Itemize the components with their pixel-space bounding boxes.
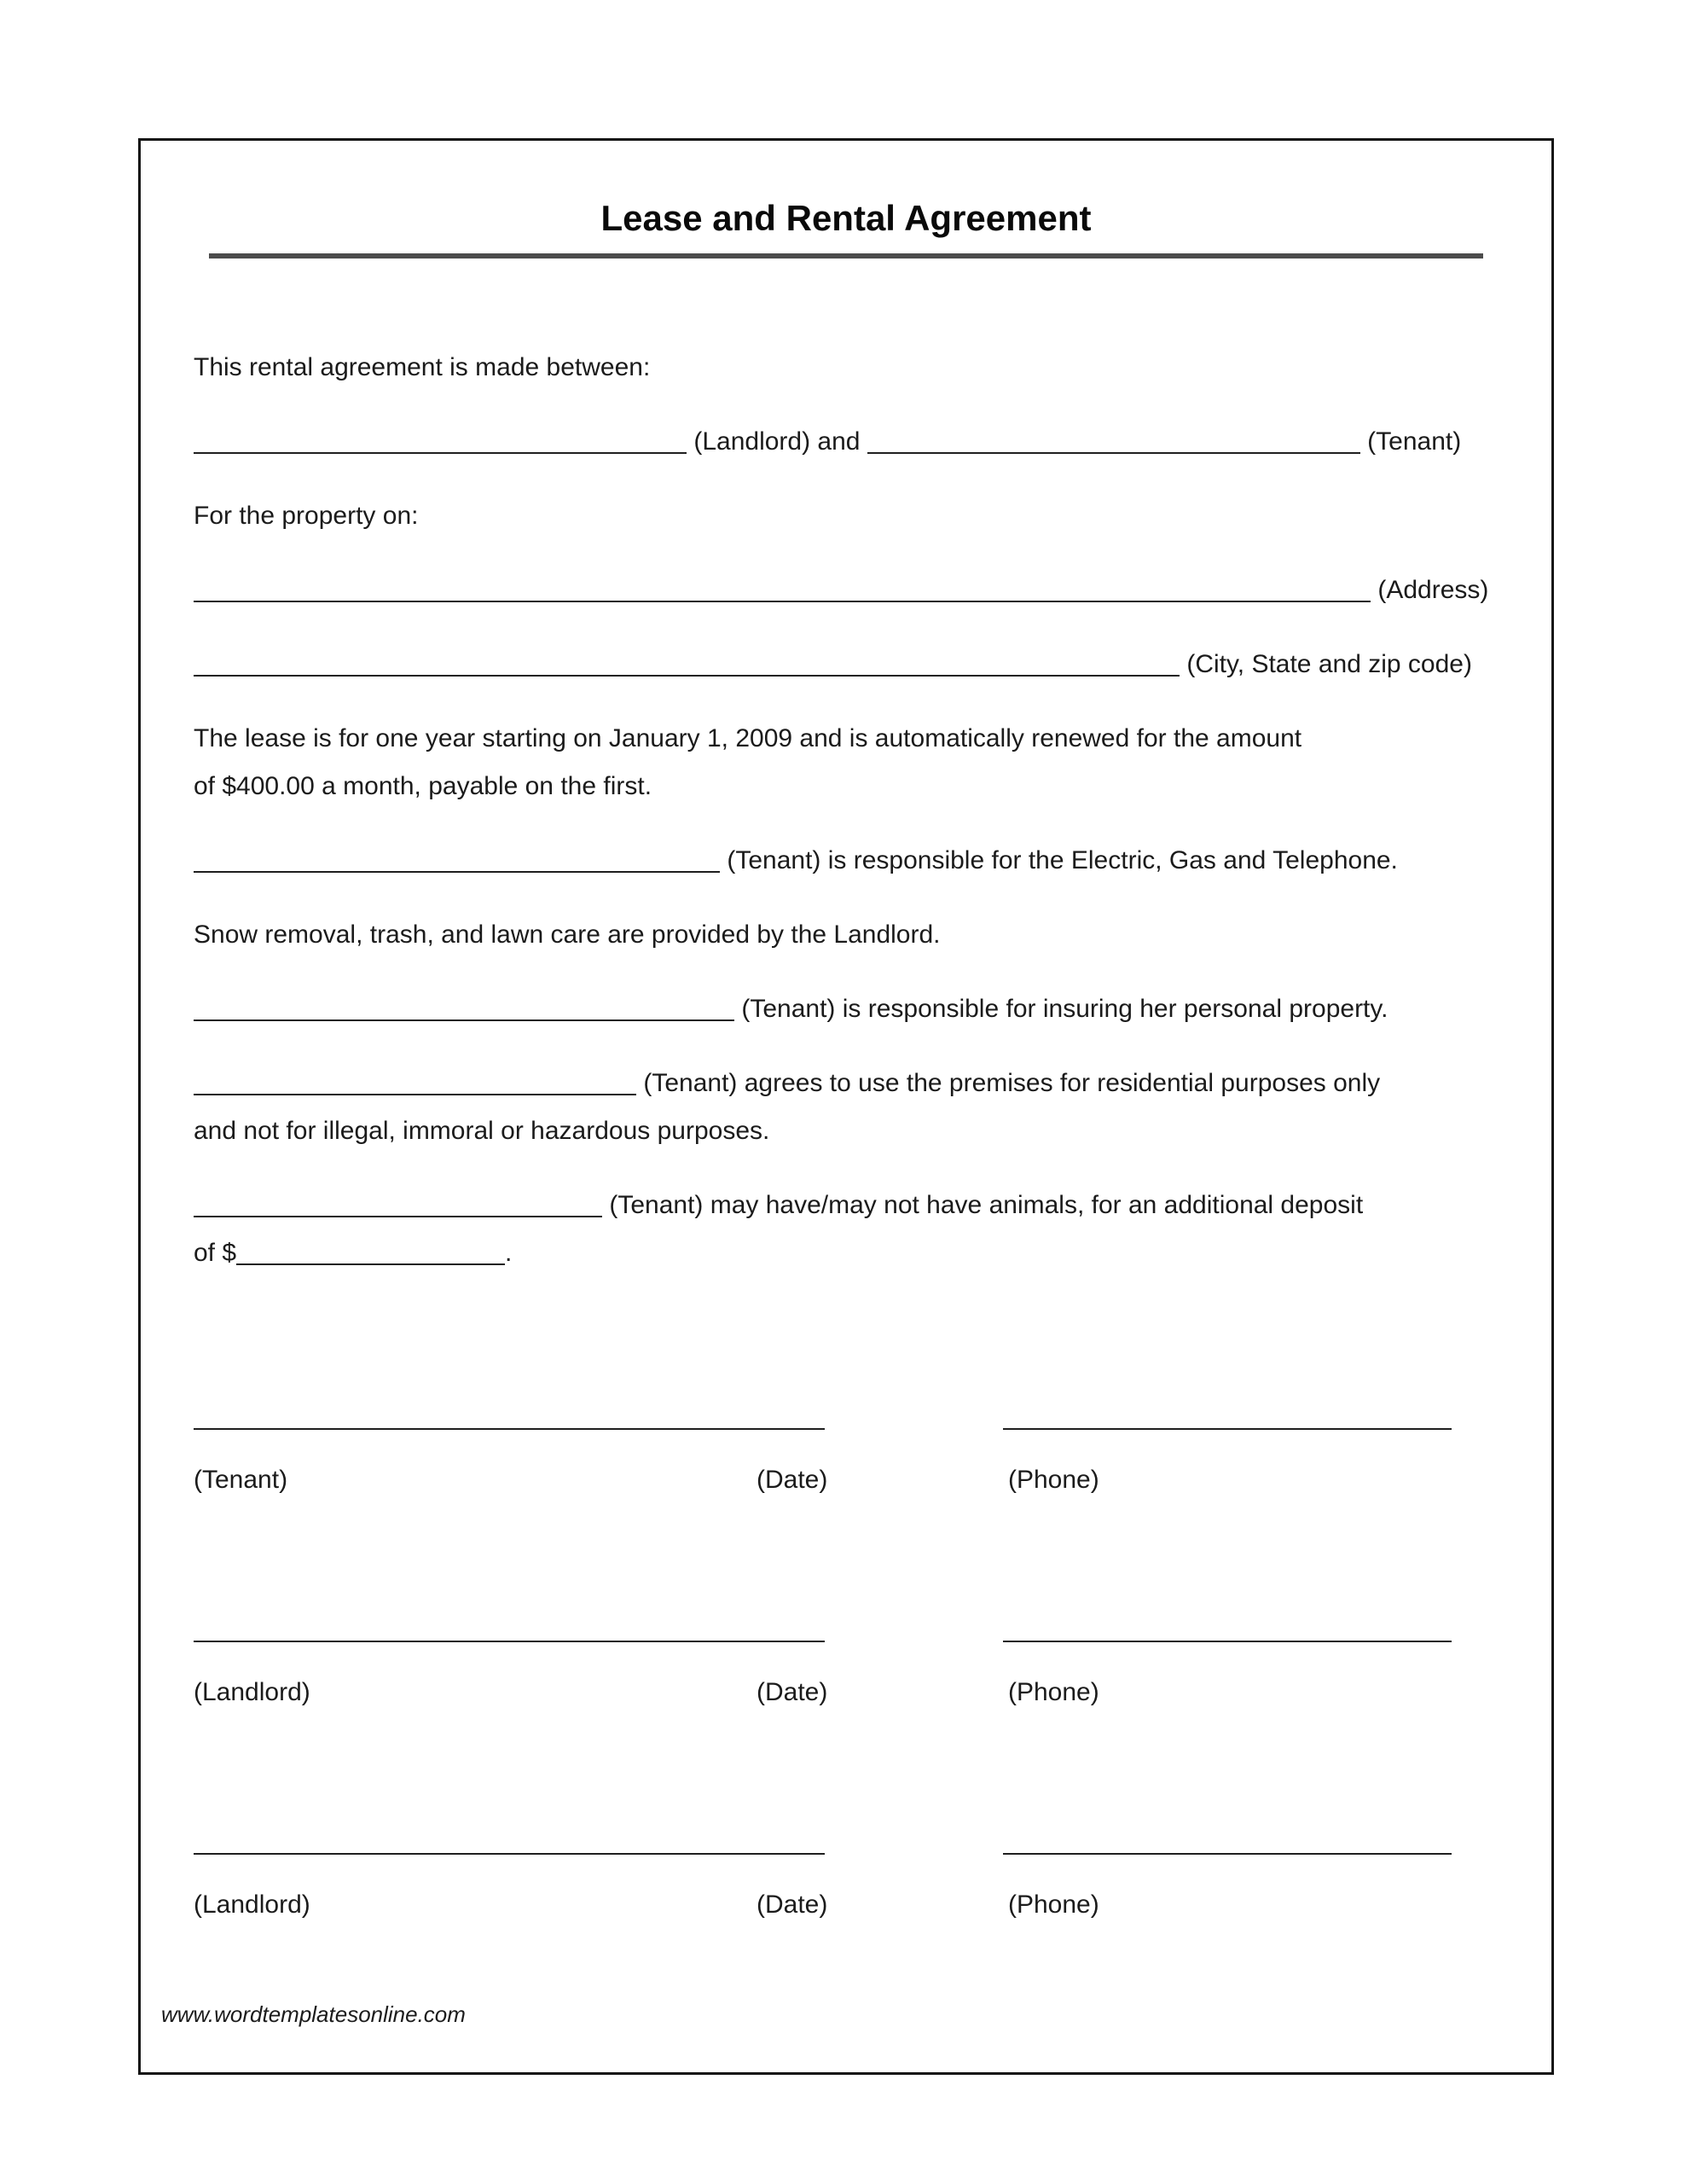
- deposit-amount-blank: [236, 1238, 505, 1265]
- residential-clause-paragraph: [194, 1060, 1499, 1155]
- intro-text: This rental agreement is made between:: [194, 353, 651, 381]
- tenant-signature-row: [194, 1428, 1499, 1504]
- footer-url: www.wordtemplatesonline.com: [161, 2001, 466, 2027]
- address-line: [194, 566, 1499, 614]
- landlord-signature-row-1: [194, 1641, 1499, 1716]
- address-blank: [194, 575, 1371, 602]
- tenant-signature-labels: [194, 1456, 1499, 1504]
- landlord-label: (Landlord) and: [693, 427, 861, 456]
- lease-terms-paragraph: [194, 715, 1499, 810]
- landlord-phone-line-1: [1003, 1641, 1452, 1642]
- tenant-residential-blank: [194, 1068, 636, 1095]
- landlord-date-label-2: (Date): [757, 1891, 828, 1919]
- landlord-signature-lines-2: [194, 1853, 1499, 1855]
- animals-clause-text-1: (Tenant) may have/may not have animals, for an additional deposit: [609, 1191, 1364, 1219]
- tenant-signature-line: [194, 1428, 825, 1430]
- tenant-label: (Tenant): [1367, 427, 1462, 456]
- landlord-signature-labels-1: [194, 1669, 1499, 1716]
- page-title: Lease and Rental Agreement: [600, 198, 1092, 238]
- tenant-animals-blank: [194, 1190, 602, 1217]
- landlord-phone-label-2: (Phone): [1008, 1891, 1099, 1919]
- landlord-name-label-2: (Landlord): [194, 1891, 310, 1919]
- landlord-date-label-1: (Date): [757, 1678, 828, 1706]
- tenant-name-label: (Tenant): [194, 1466, 288, 1494]
- city-state-zip-label: (City, State and zip code): [1186, 650, 1472, 678]
- landlord-signature-lines-1: [194, 1641, 1499, 1642]
- tenant-signature-lines: [194, 1428, 1499, 1430]
- landlord-signature-line-1: [194, 1641, 825, 1642]
- animals-clause-line-1: [194, 1182, 1499, 1229]
- animals-clause-paragraph: [194, 1182, 1499, 1277]
- parties-line: [194, 418, 1499, 466]
- residential-clause-line-1: [194, 1060, 1499, 1107]
- address-label: (Address): [1377, 576, 1489, 604]
- landlord-phone-line-2: [1003, 1853, 1452, 1855]
- property-intro-text: For the property on:: [194, 502, 419, 530]
- tenant-name-blank: [867, 427, 1360, 454]
- tenant-utilities-blank: [194, 845, 720, 873]
- tenant-phone-line: [1003, 1428, 1452, 1430]
- landlord-signature-line-2: [194, 1853, 825, 1855]
- landlord-name-label-1: (Landlord): [194, 1678, 310, 1706]
- city-state-zip-line: [194, 641, 1499, 688]
- landlord-services-text: Snow removal, trash, and lawn care are provided by the Landlord.: [194, 921, 941, 949]
- title-divider: [209, 253, 1483, 258]
- utilities-clause-text: (Tenant) is responsible for the Electric, Gas and Telephone.: [727, 846, 1398, 874]
- residential-clause-text-1: (Tenant) agrees to use the premises for residential purposes only: [643, 1069, 1381, 1097]
- document-page: [138, 138, 1554, 2075]
- deposit-of-text: of $: [194, 1239, 237, 1267]
- tenant-insurance-blank: [194, 994, 734, 1021]
- landlord-phone-label-1: (Phone): [1008, 1678, 1099, 1706]
- landlord-signature-labels-2: [194, 1881, 1499, 1929]
- utilities-clause-line: [194, 837, 1499, 885]
- landlord-signature-row-2: [194, 1853, 1499, 1929]
- lease-terms-line-2: of $400.00 a month, payable on the first.: [194, 772, 652, 800]
- signature-section: [194, 1428, 1499, 1929]
- residential-clause-line-2: and not for illegal, immoral or hazardous purposes.: [194, 1117, 770, 1145]
- document-content: [141, 197, 1551, 1929]
- deposit-period-text: .: [505, 1239, 513, 1267]
- tenant-date-label: (Date): [757, 1466, 828, 1494]
- city-state-zip-blank: [194, 649, 1180, 677]
- insurance-clause-line: [194, 985, 1499, 1033]
- lease-terms-line-1: The lease is for one year starting on January 1, 2009 and is automatically renewed for the amount: [194, 724, 1302, 752]
- animals-clause-line-2: [194, 1229, 1499, 1277]
- tenant-phone-label: (Phone): [1008, 1466, 1099, 1494]
- landlord-name-blank: [194, 427, 687, 454]
- insurance-clause-text: (Tenant) is responsible for insuring her personal property.: [741, 995, 1388, 1023]
